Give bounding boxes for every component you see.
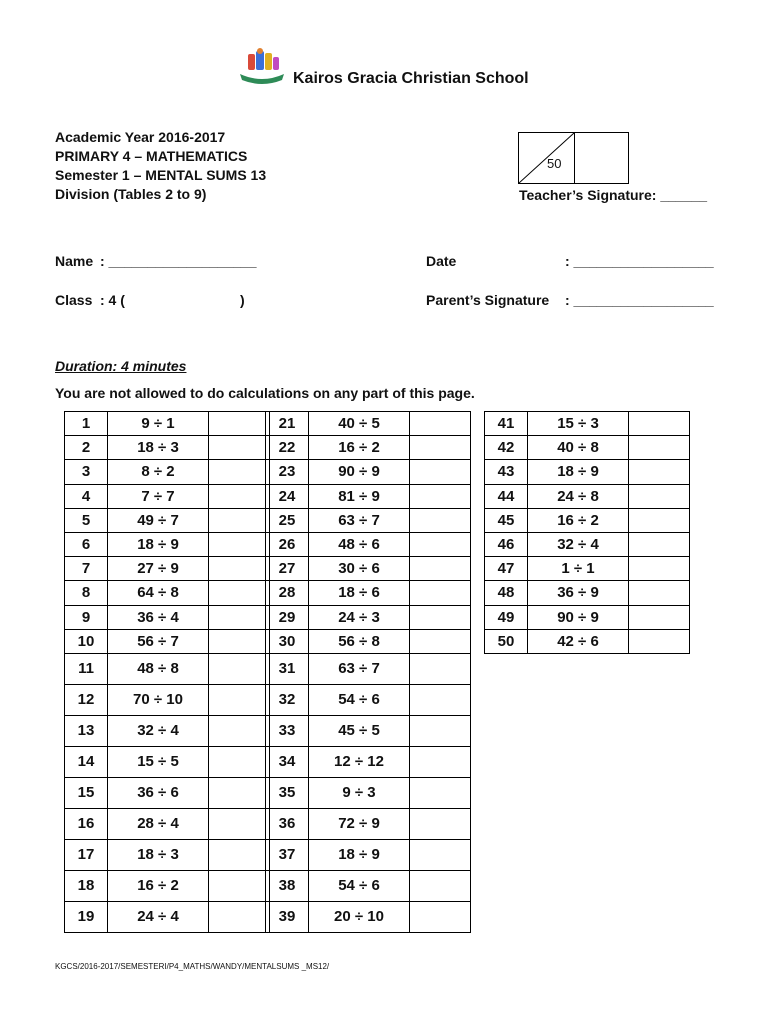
question-row xyxy=(65,460,270,484)
answer-cell[interactable] xyxy=(209,870,270,901)
answer-cell[interactable] xyxy=(410,746,471,777)
answer-cell[interactable] xyxy=(209,508,270,532)
question-expression: 54 ÷ 6 xyxy=(309,684,410,715)
answer-cell[interactable] xyxy=(410,808,471,839)
answer-cell[interactable] xyxy=(209,808,270,839)
question-number: 29 xyxy=(266,605,309,629)
answer-cell[interactable] xyxy=(209,605,270,629)
answer-cell[interactable] xyxy=(209,557,270,581)
question-row xyxy=(485,629,690,653)
duration: Duration: 4 minutes xyxy=(55,358,187,374)
question-row xyxy=(266,808,471,839)
question-number: 30 xyxy=(266,629,309,653)
answer-cell[interactable] xyxy=(209,629,270,653)
question-row xyxy=(65,808,270,839)
school-logo xyxy=(236,48,288,88)
answer-cell[interactable] xyxy=(209,412,270,436)
question-number: 47 xyxy=(485,557,528,581)
question-expression: 42 ÷ 6 xyxy=(528,629,629,653)
question-row xyxy=(65,901,270,932)
question-row xyxy=(65,508,270,532)
answer-cell[interactable] xyxy=(629,581,690,605)
question-row xyxy=(266,715,471,746)
question-expression: 16 ÷ 2 xyxy=(108,870,209,901)
question-number: 6 xyxy=(65,532,108,556)
question-expression: 9 ÷ 1 xyxy=(108,412,209,436)
question-row xyxy=(266,460,471,484)
answer-cell[interactable] xyxy=(410,605,471,629)
question-expression: 56 ÷ 8 xyxy=(309,629,410,653)
answer-cell[interactable] xyxy=(629,484,690,508)
question-row xyxy=(65,870,270,901)
question-expression: 27 ÷ 9 xyxy=(108,557,209,581)
question-number: 14 xyxy=(65,746,108,777)
question-row xyxy=(65,532,270,556)
question-expression: 49 ÷ 7 xyxy=(108,508,209,532)
question-number: 5 xyxy=(65,508,108,532)
answer-cell[interactable] xyxy=(209,715,270,746)
question-number: 19 xyxy=(65,901,108,932)
answer-cell[interactable] xyxy=(209,777,270,808)
question-expression: 63 ÷ 7 xyxy=(309,508,410,532)
question-number: 42 xyxy=(485,436,528,460)
question-expression: 9 ÷ 3 xyxy=(309,777,410,808)
question-row xyxy=(266,557,471,581)
answer-cell[interactable] xyxy=(410,653,471,684)
question-number: 3 xyxy=(65,460,108,484)
answer-cell[interactable] xyxy=(209,581,270,605)
class-field[interactable]: : 4 ( xyxy=(100,292,125,308)
answer-cell[interactable] xyxy=(410,777,471,808)
question-expression: 90 ÷ 9 xyxy=(528,605,629,629)
question-row xyxy=(65,653,270,684)
answer-cell[interactable] xyxy=(629,412,690,436)
answer-cell[interactable] xyxy=(209,653,270,684)
question-expression: 18 ÷ 3 xyxy=(108,839,209,870)
date-field[interactable]: : __________________ xyxy=(565,253,714,269)
question-row xyxy=(266,605,471,629)
question-row xyxy=(266,508,471,532)
questions-table-1 xyxy=(64,411,270,933)
school-name: Kairos Gracia Christian School xyxy=(293,70,529,87)
score-total: 50 xyxy=(547,156,562,171)
question-number: 38 xyxy=(266,870,309,901)
question-row xyxy=(485,436,690,460)
question-number: 21 xyxy=(266,412,309,436)
question-expression: 45 ÷ 5 xyxy=(309,715,410,746)
answer-cell[interactable] xyxy=(410,460,471,484)
question-number: 46 xyxy=(485,532,528,556)
name-label: Name xyxy=(55,253,94,269)
question-expression: 16 ÷ 2 xyxy=(528,508,629,532)
questions-table-2 xyxy=(265,411,471,933)
question-expression: 32 ÷ 4 xyxy=(108,715,209,746)
question-number: 25 xyxy=(266,508,309,532)
answer-cell[interactable] xyxy=(410,870,471,901)
class-label: Class xyxy=(55,292,93,308)
answer-cell[interactable] xyxy=(410,684,471,715)
question-number: 27 xyxy=(266,557,309,581)
semester-title: Semester 1 – MENTAL SUMS 13 xyxy=(55,167,267,183)
score-divider xyxy=(574,133,575,183)
question-expression: 18 ÷ 9 xyxy=(528,460,629,484)
answer-cell[interactable] xyxy=(410,557,471,581)
question-expression: 24 ÷ 3 xyxy=(309,605,410,629)
answer-cell[interactable] xyxy=(209,839,270,870)
question-number: 50 xyxy=(485,629,528,653)
question-row xyxy=(266,870,471,901)
question-number: 43 xyxy=(485,460,528,484)
question-number: 39 xyxy=(266,901,309,932)
question-expression: 20 ÷ 10 xyxy=(309,901,410,932)
question-expression: 24 ÷ 4 xyxy=(108,901,209,932)
question-row xyxy=(266,684,471,715)
answer-cell[interactable] xyxy=(209,436,270,460)
question-row xyxy=(266,581,471,605)
question-row xyxy=(65,557,270,581)
answer-cell[interactable] xyxy=(410,581,471,605)
question-number: 22 xyxy=(266,436,309,460)
question-row xyxy=(485,484,690,508)
question-row xyxy=(65,839,270,870)
question-number: 32 xyxy=(266,684,309,715)
question-row xyxy=(65,412,270,436)
question-number: 33 xyxy=(266,715,309,746)
question-expression: 36 ÷ 9 xyxy=(528,581,629,605)
question-number: 41 xyxy=(485,412,528,436)
question-row xyxy=(485,460,690,484)
score-box xyxy=(518,132,629,184)
question-number: 45 xyxy=(485,508,528,532)
question-number: 18 xyxy=(65,870,108,901)
instruction: You are not allowed to do calculations on any part of this page. xyxy=(55,385,475,401)
parent-signature-field[interactable]: : __________________ xyxy=(565,292,714,308)
answer-cell[interactable] xyxy=(629,508,690,532)
question-row xyxy=(266,484,471,508)
question-row xyxy=(266,436,471,460)
question-expression: 1 ÷ 1 xyxy=(528,557,629,581)
question-expression: 48 ÷ 6 xyxy=(309,532,410,556)
question-expression: 40 ÷ 8 xyxy=(528,436,629,460)
question-row xyxy=(266,629,471,653)
question-expression: 40 ÷ 5 xyxy=(309,412,410,436)
question-expression: 64 ÷ 8 xyxy=(108,581,209,605)
question-row xyxy=(65,436,270,460)
academic-year: Academic Year 2016-2017 xyxy=(55,129,226,145)
answer-cell[interactable] xyxy=(209,684,270,715)
question-row xyxy=(485,412,690,436)
question-row xyxy=(485,508,690,532)
question-number: 10 xyxy=(65,629,108,653)
question-row xyxy=(65,484,270,508)
name-field[interactable]: : ___________________ xyxy=(100,253,257,269)
question-expression: 36 ÷ 6 xyxy=(108,777,209,808)
question-expression: 32 ÷ 4 xyxy=(528,532,629,556)
question-row xyxy=(65,777,270,808)
question-row xyxy=(65,746,270,777)
answer-cell[interactable] xyxy=(209,901,270,932)
questions-table-3 xyxy=(484,411,690,654)
answer-cell[interactable] xyxy=(629,605,690,629)
question-expression: 72 ÷ 9 xyxy=(309,808,410,839)
question-expression: 16 ÷ 2 xyxy=(309,436,410,460)
question-number: 24 xyxy=(266,484,309,508)
question-number: 48 xyxy=(485,581,528,605)
class-close: ) xyxy=(240,292,245,308)
question-expression: 54 ÷ 6 xyxy=(309,870,410,901)
question-number: 2 xyxy=(65,436,108,460)
answer-cell[interactable] xyxy=(629,532,690,556)
question-expression: 28 ÷ 4 xyxy=(108,808,209,839)
question-expression: 56 ÷ 7 xyxy=(108,629,209,653)
question-row xyxy=(485,532,690,556)
footer-code: KGCS/2016-2017/SEMESTERI/P4_MATHS/WANDY/MENTALSUMS _MS12/ xyxy=(55,962,330,971)
answer-cell[interactable] xyxy=(209,532,270,556)
question-number: 11 xyxy=(65,653,108,684)
question-expression: 63 ÷ 7 xyxy=(309,653,410,684)
question-row xyxy=(65,581,270,605)
question-expression: 18 ÷ 6 xyxy=(309,581,410,605)
question-row xyxy=(266,412,471,436)
question-row xyxy=(485,557,690,581)
question-number: 1 xyxy=(65,412,108,436)
question-row xyxy=(266,777,471,808)
question-row xyxy=(266,532,471,556)
question-number: 35 xyxy=(266,777,309,808)
question-expression: 81 ÷ 9 xyxy=(309,484,410,508)
question-number: 12 xyxy=(65,684,108,715)
answer-cell[interactable] xyxy=(410,412,471,436)
question-expression: 70 ÷ 10 xyxy=(108,684,209,715)
question-expression: 15 ÷ 5 xyxy=(108,746,209,777)
question-expression: 18 ÷ 9 xyxy=(309,839,410,870)
question-number: 9 xyxy=(65,605,108,629)
answer-cell[interactable] xyxy=(410,508,471,532)
question-number: 36 xyxy=(266,808,309,839)
answer-cell[interactable] xyxy=(410,629,471,653)
question-expression: 7 ÷ 7 xyxy=(108,484,209,508)
question-number: 15 xyxy=(65,777,108,808)
question-row xyxy=(266,901,471,932)
answer-cell[interactable] xyxy=(410,901,471,932)
question-number: 23 xyxy=(266,460,309,484)
date-label: Date xyxy=(426,253,457,269)
answer-cell[interactable] xyxy=(209,746,270,777)
question-number: 13 xyxy=(65,715,108,746)
question-row xyxy=(266,839,471,870)
answer-cell[interactable] xyxy=(629,460,690,484)
question-row xyxy=(266,746,471,777)
question-number: 17 xyxy=(65,839,108,870)
question-expression: 12 ÷ 12 xyxy=(309,746,410,777)
answer-cell[interactable] xyxy=(629,436,690,460)
question-number: 37 xyxy=(266,839,309,870)
question-number: 28 xyxy=(266,581,309,605)
question-expression: 24 ÷ 8 xyxy=(528,484,629,508)
answer-cell[interactable] xyxy=(410,436,471,460)
answer-cell[interactable] xyxy=(410,715,471,746)
subject-title: PRIMARY 4 – MATHEMATICS xyxy=(55,148,248,164)
question-expression: 48 ÷ 8 xyxy=(108,653,209,684)
answer-cell[interactable] xyxy=(629,629,690,653)
question-expression: 15 ÷ 3 xyxy=(528,412,629,436)
question-number: 26 xyxy=(266,532,309,556)
teacher-signature: Teacher’s Signature: ______ xyxy=(519,187,708,203)
question-expression: 30 ÷ 6 xyxy=(309,557,410,581)
question-row xyxy=(485,605,690,629)
answer-cell[interactable] xyxy=(209,484,270,508)
question-number: 7 xyxy=(65,557,108,581)
answer-cell[interactable] xyxy=(410,532,471,556)
answer-cell[interactable] xyxy=(410,484,471,508)
answer-cell[interactable] xyxy=(209,460,270,484)
question-row xyxy=(65,605,270,629)
question-expression: 90 ÷ 9 xyxy=(309,460,410,484)
question-expression: 18 ÷ 3 xyxy=(108,436,209,460)
question-number: 34 xyxy=(266,746,309,777)
question-row xyxy=(65,715,270,746)
question-row xyxy=(65,629,270,653)
question-number: 8 xyxy=(65,581,108,605)
question-expression: 8 ÷ 2 xyxy=(108,460,209,484)
question-row xyxy=(266,653,471,684)
question-expression: 18 ÷ 9 xyxy=(108,532,209,556)
topic-title: Division (Tables 2 to 9) xyxy=(55,186,207,202)
question-row xyxy=(485,581,690,605)
question-number: 31 xyxy=(266,653,309,684)
answer-cell[interactable] xyxy=(629,557,690,581)
parent-signature-label: Parent’s Signature xyxy=(426,292,550,308)
question-number: 4 xyxy=(65,484,108,508)
question-number: 44 xyxy=(485,484,528,508)
question-number: 16 xyxy=(65,808,108,839)
question-expression: 36 ÷ 4 xyxy=(108,605,209,629)
question-number: 49 xyxy=(485,605,528,629)
question-row xyxy=(65,684,270,715)
answer-cell[interactable] xyxy=(410,839,471,870)
